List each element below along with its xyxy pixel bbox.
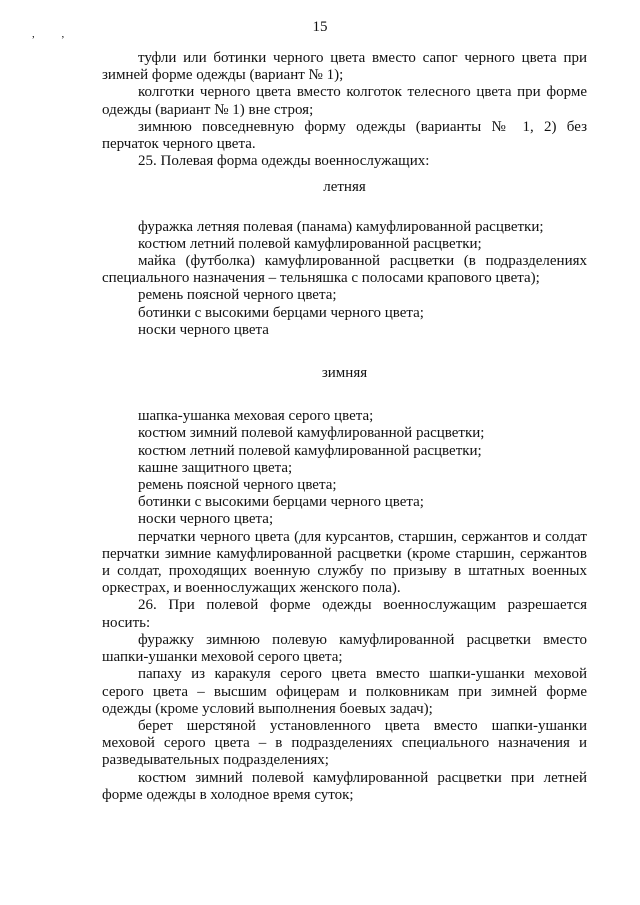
summer-item: костюм летний полевой камуфлированной расцветки; <box>138 235 482 252</box>
summer-item: ботинки с высокими берцами черного цвета; <box>138 304 424 321</box>
margin-marks <box>32 28 88 40</box>
margin-mark: , <box>32 28 35 40</box>
section-26-item: папаху из каракуля серого цвета вместо шапки-ушанки меховой серого цвета – высшим офицерам и полковникам при зимней форме одежды (кроме условий выполнения боевых задач); <box>102 666 587 717</box>
paragraph: колготки черного цвета вместо колготок телесного цвета при форме одежды (вариант № 1) вне строя; <box>102 84 587 118</box>
summer-item: ремень поясной черного цвета; <box>138 287 337 304</box>
section-26-intro: 26. При полевой форме одежды военнослужащим разрешается носить: <box>102 597 587 631</box>
section-26-item: берет шерстяной установленного цвета вместо шапки-ушанки меховой серого цвета – в подразделениях специального назначения и разведывательных подразделениях; <box>102 717 587 769</box>
winter-item: ботинки с высокими берцами черного цвета; <box>138 494 424 511</box>
document-body <box>102 50 587 804</box>
winter-item: кашне защитного цвета; <box>138 459 293 476</box>
page-number: 15 <box>312 19 328 35</box>
paragraph: зимнюю повседневную форму одежды (варианты № 1, 2) без перчаток черного цвета. <box>102 118 587 153</box>
paragraph: туфли или ботинки черного цвета вместо сапог черного цвета при зимней форме одежды (вариант № 1); <box>102 50 587 84</box>
section-26-item: костюм зимний полевой камуфлированной расцветки при летней форме одежды в холодное время суток; <box>102 769 587 803</box>
summer-item: фуражка летняя полевая (панама) камуфлированной расцветки; <box>138 218 544 235</box>
winter-item: костюм летний полевой камуфлированной расцветки; <box>138 442 482 459</box>
winter-item: носки черного цвета; <box>138 511 274 528</box>
section-25-title: 25. Полевая форма одежды военнослужащих: <box>138 153 430 170</box>
winter-item: ремень поясной черного цвета; <box>138 477 337 494</box>
winter-item: перчатки черного цвета (для курсантов, старшин, сержантов и солдат перчатки зимние камуфлированной расцветки (кроме старшин, сержантов и солдат, проходящих военную службу по призыву в штатных военных оркестрах, и военнослужащих женского пола). <box>102 528 587 597</box>
summer-item: майка (футболка) камуфлированной расцветки (в подразделениях специального назначения – тельняшка с полосами крапового цвета); <box>102 253 587 287</box>
margin-mark: , <box>61 28 65 40</box>
winter-heading: зимняя <box>321 365 368 382</box>
summer-item: носки черного цвета <box>138 321 269 338</box>
winter-item: шапка-ушанка меховая серого цвета; <box>138 408 374 425</box>
summer-heading: летняя <box>323 179 366 196</box>
winter-item: костюм зимний полевой камуфлированной расцветки; <box>138 425 485 442</box>
section-26-item: фуражку зимнюю полевую камуфлированной расцветки вместо шапки-ушанки меховой серого цвета; <box>102 631 587 666</box>
